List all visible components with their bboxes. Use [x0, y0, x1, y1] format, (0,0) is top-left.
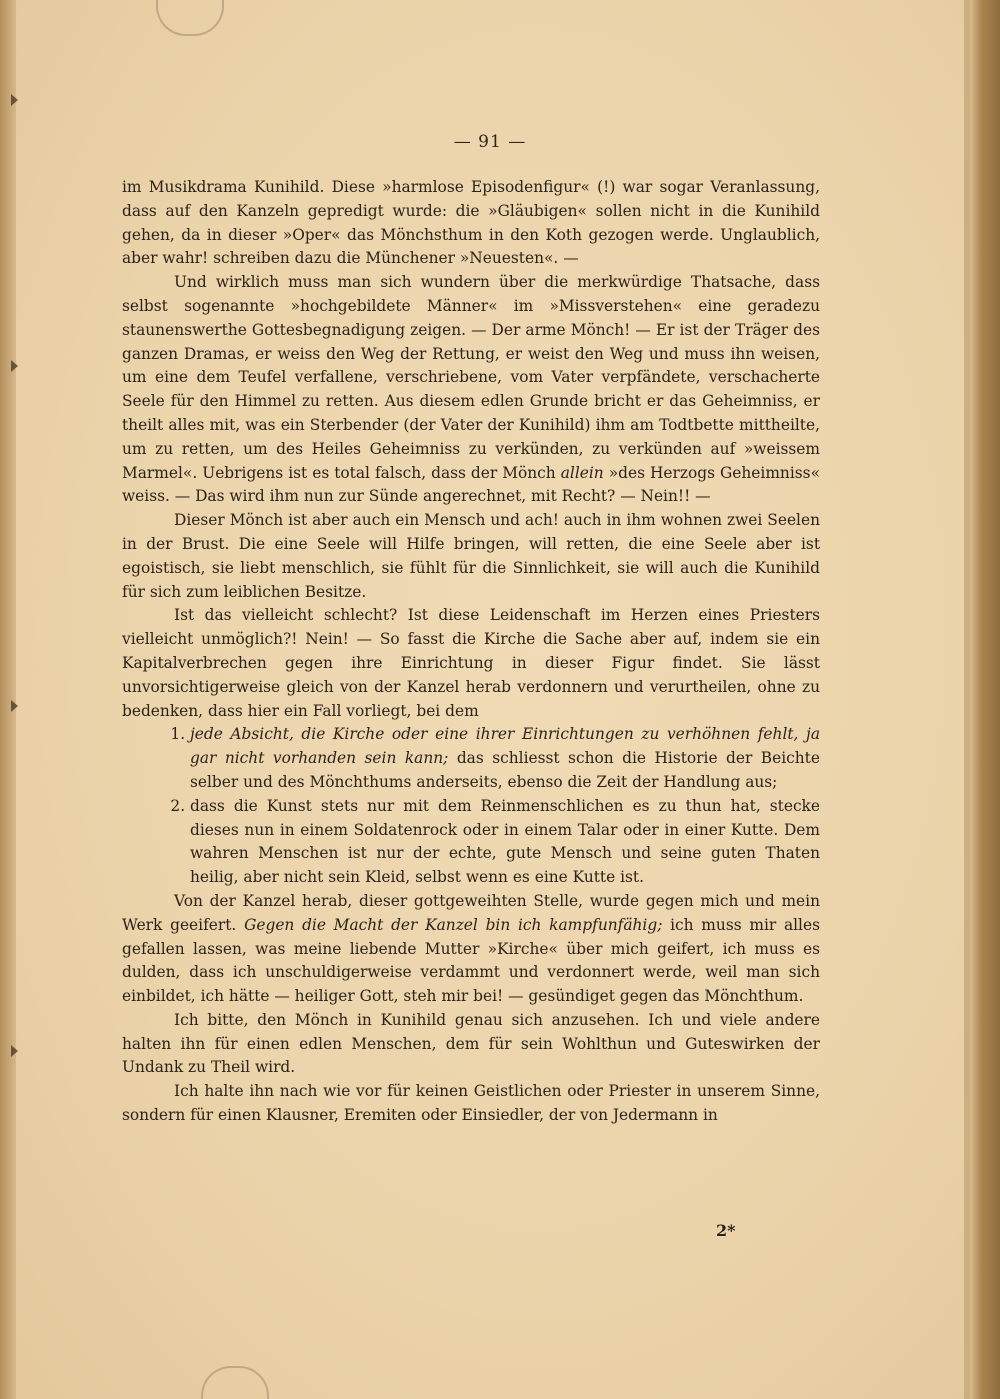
list-item-2: 2. dass die Kunst stets nur mit dem Reinmenschlichen es zu thun hat, stecke dieses nun in einem Soldatenrock oder in einem Talar oder in einer Kutte. Dem wahren Menschen ist nur der echte, gute Mensch und seine guten Thaten heilig, aber nicht sein Kleid, selbst wenn es eine Kutte ist.	[190, 795, 820, 890]
list-item-1-rest: das schliesst schon die Historie der Beichte selber und des Mönchthums anderseits, ebenso die Zeit der Handlung aus;	[190, 749, 820, 791]
paragraph-2-part-b: »des Herzogs Geheimniss« weiss. — Das wird ihm nun zur Sünde angerechnet, mit Recht? — Nein!! —	[122, 463, 820, 506]
list-item-1-emphasis: jede Absicht, die Kirche oder eine ihrer Einrichtungen zu verhöhnen fehlt, ja gar nicht vorhanden sein kann;	[190, 725, 820, 768]
clip-mark-top	[156, 0, 224, 36]
cover-edge	[970, 0, 1000, 1399]
clip-mark-bottom	[201, 1366, 269, 1399]
list-item-1	[190, 723, 820, 794]
binding-strip	[0, 0, 16, 1399]
page-number: — 91 —	[453, 132, 527, 152]
body-text	[122, 176, 820, 1128]
paragraph-2	[122, 271, 820, 509]
paragraph-4: Ist das vielleicht schlecht? Ist diese Leidenschaft im Herzen eines Priesters vielleicht unmöglich?! Nein! — So fasst die Kirche die Sache aber auf, indem sie ein Kapitalverbrechen gegen ihre Einrichtung in dieser Figur findet. Sie lässt unvorsichtigerweise gleich von der Kanzel herab verdonnern und verurtheilen, ohne zu bedenken, dass hier ein Fall vorliegt, bei dem	[122, 606, 820, 720]
paragraph-5-part-b: ich muss mir alles gefallen lassen, was meine liebende Mutter »Kirche« über mich geifert, ich muss es dulden, dass ich unschuldigerweise verdammt und verdonnert werde, weil man sich einbildet, ich hätte — heiliger Gott, steh mir bei! — gesündiget gegen das Mönchthum.	[122, 915, 820, 1006]
paragraph-5	[122, 890, 820, 1009]
paragraph-1: im Musikdrama Kunihild. Diese »harmlose Episodenfigur« (!) war sogar Veranlassung, dass auf den Kanzeln gepredigt wurde: die »Gläubigen« sollen nicht in die Kunihild gehen, da in dieser »Oper« das Mönchsthum in den Koth gezogen werde. Unglaublich, aber wahr! schreiben dazu die Münchener »Neuesten«. —	[122, 178, 820, 268]
numbered-list	[122, 723, 820, 890]
signature-mark: 2*	[716, 1221, 736, 1240]
paragraph-2-part-a: Und wirklich muss man sich wundern über die merkwürdige Thatsache, dass selbst sogenannte »hochgebildete Männer« im »Missverstehen« eine geradezu staunenswerthe Gottesbegnadigung zeigen. — Der arme Mönch! — Er ist der Träger des ganzen Dramas, er weiss den Weg der Rettung, er weist den Weg und muss ihn weisen, um eine dem Teufel verfallene, verschriebene, vom Vater verpfändete, verschacherte Seele für den Himmel zu retten. Aus diesem edlen Grunde bricht er das Geheimniss, er theilt alles mit, was ein Sterbender (der Vater der Kunihild) ihm am Todtbette mittheilte, um zu retten, um des Heiles Geheimniss zu verkünden, zu verkünden auf »weissem Marmel«. Uebrigens ist es total falsch, dass der Mönch	[122, 273, 820, 482]
paper-sheet	[16, 0, 964, 1399]
emphasis-allein: allein	[560, 463, 604, 482]
paragraph-3: Dieser Mönch ist aber auch ein Mensch und ach! auch in ihm wohnen zwei Seelen in der Brust. Die eine Seele will Hilfe bringen, will retten, die eine Seele aber ist egoistisch, sie liebt menschlich, sie fühlt für die Sinnlichkeit, sie will auch die Kunihild für sich zum leiblichen Besitze.	[122, 511, 820, 601]
paragraph-6: Ich bitte, den Mönch in Kunihild genau sich anzusehen. Ich und viele andere halten ihn für einen edlen Menschen, dem für sein Wohlthun und Guteswirken der Undank zu Theil wird.	[122, 1010, 820, 1077]
paragraph-7: Ich halte ihn nach wie vor für keinen Geistlichen oder Priester in unserem Sinne, sondern für einen Klausner, Eremiten oder Einsiedler, der von Jedermann in	[122, 1082, 820, 1125]
paragraph-5-part-a: Von der Kanzel herab, dieser gottgeweihten Stelle, wurde gegen mich und mein Werk geeifert.	[122, 891, 820, 934]
emphasis-kanzel: Gegen die Macht der Kanzel bin ich kampfunfähig;	[244, 915, 663, 934]
